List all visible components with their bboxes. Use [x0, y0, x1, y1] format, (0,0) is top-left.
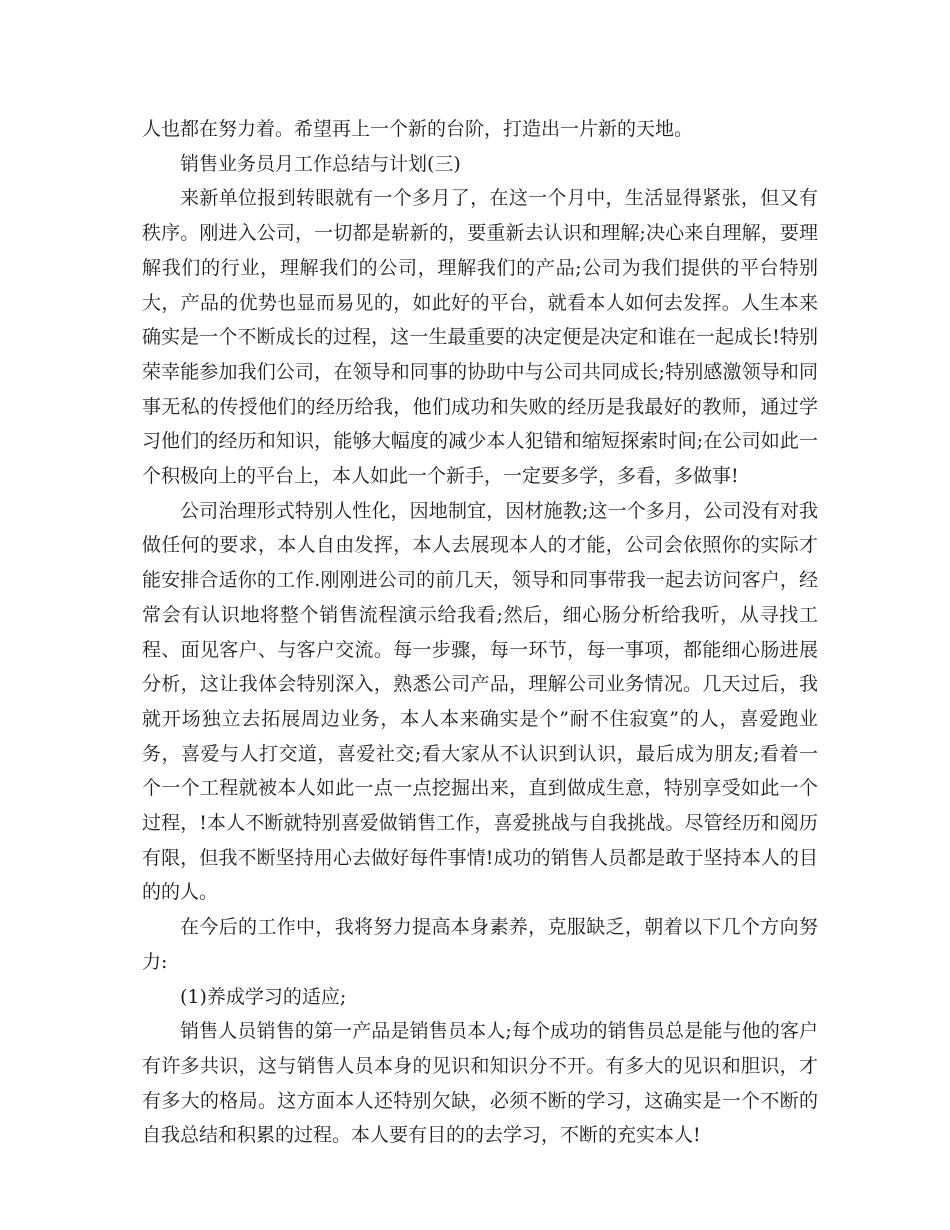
paragraph-future-work: 在今后的工作中，我将努力提高本身素养，克服缺乏，朝着以下几个方向努力: — [142, 916, 818, 973]
list-item-learning-habit: (1)养成学习的适应; — [180, 985, 347, 1008]
paragraph-salesperson: 销售人员销售的第一产品是销售员本人;每个成功的销售员总是能与他的客户有许多共识，这与销售人员本身的见识和知识分不开。有多大的见识和胆识，才有多大的格局。这方面本人还特别欠缺，必须不断的学习，这确实是一个不断的自我总结和积累的过程。本人要有目的的去学习，不断的充实本人! — [142, 1020, 818, 1147]
document-body — [142, 112, 818, 1153]
section-heading: 销售业务员月工作总结与计划(三) — [180, 152, 461, 175]
paragraph-intro: 来新单位报到转眼就有一个多月了，在这一个月中，生活显得紧张，但又有秩序。刚进入公司，一切都是崭新的，要重新去认识和理解;决心来自理解，要理解我们的行业，理解我们的公司，理解我们的产品;公司为我们提供的平台特别大，产品的优势也显而易见的，如此好的平台，就看本人如何去发挥。人生本来确实是一个不断成长的过程，这一生最重要的决定便是决定和谁在一起成长!特别荣幸能参加我们公司，在领导和同事的协助中与公司共同成长;特别感激领导和同事无私的传授他们的经历给我，他们成功和失败的经历是我最好的教师，通过学习他们的经历和知识，能够大幅度的减少本人犯错和缩短探索时间;在公司如此一个积极向上的平台上，本人如此一个新手，一定要多学，多看，多做事! — [142, 187, 818, 488]
paragraph-continuation: 人也都在努力着。希望再上一个新的台阶，打造出一片新的天地。 — [142, 118, 694, 140]
paragraph-company-management: 公司治理形式特别人性化，因地制宜，因材施教;这一个多月，公司没有对我做任何的要求，本人自由发挥，本人去展现本人的才能，公司会依照你的实际才能安排合适你的工作.刚刚进公司的前几天，领导和同事带我一起去访问客户，经常会有认识地将整个销售流程演示给我看;然后，细心肠分析给我听，从寻找工程、面见客户、与客户交流。每一步骤，每一环节，每一事项，都能细心肠进展分析，这让我体会特别深入，熟悉公司产品，理解公司业务情况。几天过后，我就开场独立去拓展周边业务，本人本来确实是个”耐不住寂寞”的人，喜爱跑业务，喜爱与人打交道，喜爱社交;看大家从不认识到认识，最后成为朋友;看着一个一个工程就被本人如此一点一点挖掘出来，直到做成生意，特别享受如此一个过程，!本人不断就特别喜爱做销售工作，喜爱挑战与自我挑战。尽管经历和阅历有限，但我不断坚持用心去做好每件事情!成功的销售人员都是敢于坚持本人的目的的人。 — [142, 499, 818, 904]
